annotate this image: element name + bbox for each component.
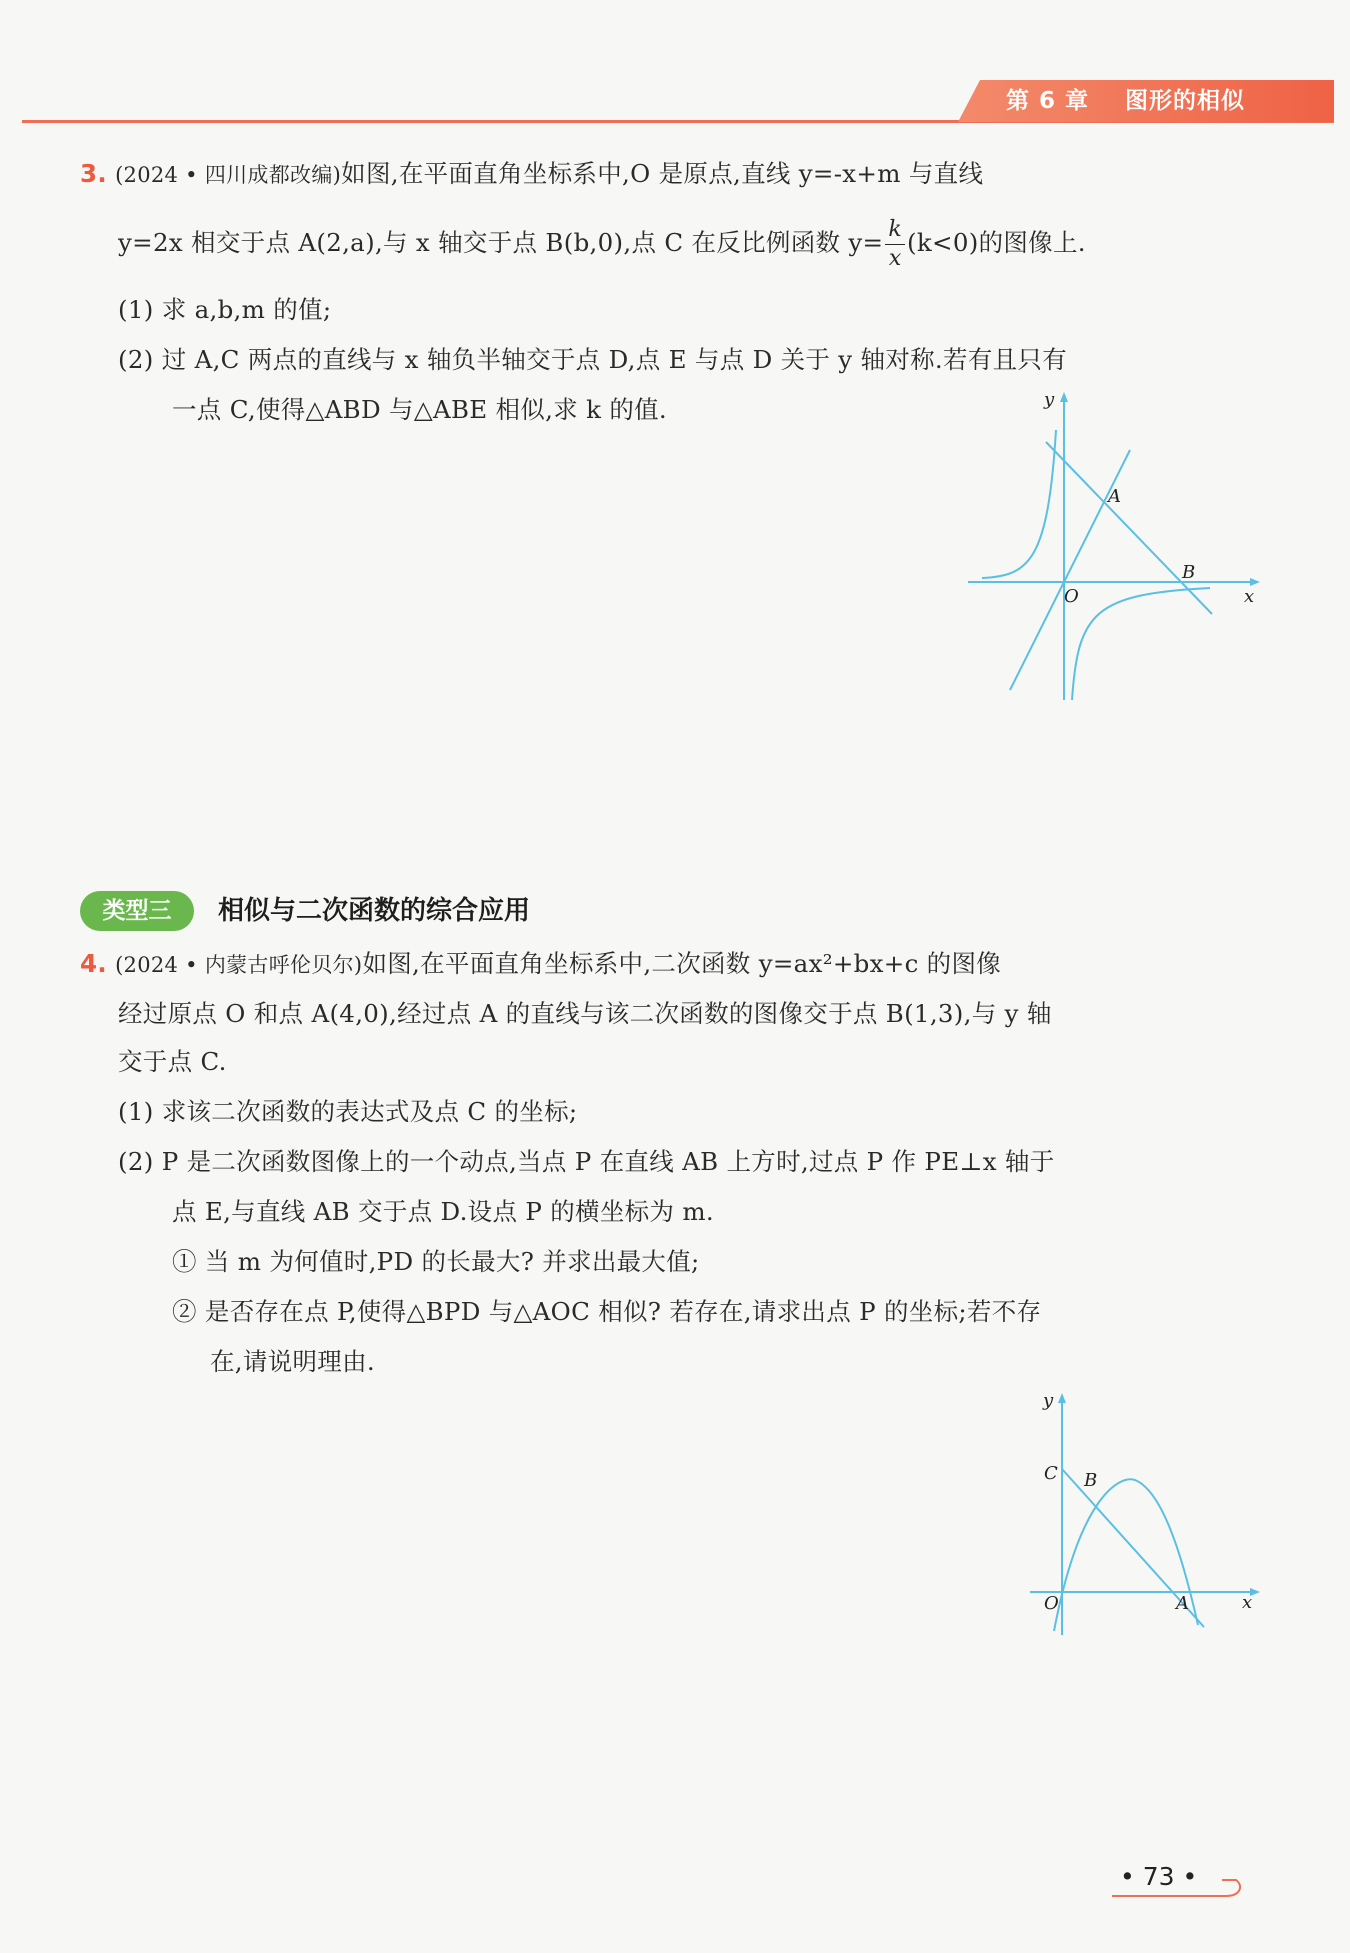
q3-part2-line2: 一点 C,使得△ABD 与△ABE 相似,求 k 的值. <box>172 395 668 424</box>
q3-source: (2024 • 四川成都改编) <box>115 163 342 187</box>
q4-part2-line1: (2) P 是二次函数图像上的一个动点,当点 P 在直线 AB 上方时,过点 P 作 PE⊥x 轴于 <box>118 1147 1055 1176</box>
q4-figure <box>1020 1385 1260 1645</box>
page-number-flourish <box>1110 1868 1250 1898</box>
q4-sub2-line2: 在,请说明理由. <box>210 1347 375 1376</box>
q3-frac-num: k <box>885 216 905 245</box>
q3-part2-line1: (2) 过 A,C 两点的直线与 x 轴负半轴交于点 D,点 E 与点 D 关于 y 轴对称.若有且只有 <box>118 345 1068 374</box>
q3-x-arrow <box>1250 578 1260 586</box>
q3-number: 3. <box>80 159 107 188</box>
q4-sub2-line1: ② 是否存在点 P,使得△BPD 与△AOC 相似? 若存在,请求出点 P 的坐标;若不存 <box>172 1297 1042 1326</box>
q4-line1-text: 如图,在平面直角坐标系中,二次函数 y=ax²+bx+c 的图像 <box>362 949 1002 978</box>
q3-hyperbola-left <box>982 430 1056 578</box>
q3-label-y: y <box>1044 390 1055 410</box>
q4-source: (2024 • 内蒙古呼伦贝尔) <box>115 953 363 977</box>
q4-part2-line2: 点 E,与直线 AB 交于点 D.设点 P 的横坐标为 m. <box>172 1197 714 1226</box>
q3-line2-before: y=2x 相交于点 A(2,a),与 x 轴交于点 B(b,0),点 C 在反比例函数 y= <box>118 228 884 257</box>
q3-line2 <box>118 208 1086 278</box>
q3-label-O: O <box>1064 586 1079 607</box>
q3-line1-text: 如图,在平面直角坐标系中,O 是原点,直线 y=-x+m 与直线 <box>341 159 984 188</box>
q3-line1 <box>80 158 983 191</box>
q4-label-C: C <box>1044 1463 1058 1484</box>
q4-number: 4. <box>80 949 107 978</box>
q4-line1 <box>80 948 1001 981</box>
q3-line2-after: (k<0)的图像上. <box>907 228 1086 257</box>
q4-label-x: x <box>1242 1592 1253 1613</box>
q4-label-O: O <box>1044 1593 1059 1614</box>
q3-part1: (1) 求 a,b,m 的值; <box>118 295 332 324</box>
q4-label-A: A <box>1176 1593 1189 1614</box>
q3-label-A: A <box>1108 486 1121 507</box>
q3-fraction <box>885 216 905 273</box>
q4-line3: 交于点 C. <box>118 1047 227 1076</box>
q3-hyperbola-right <box>1072 588 1210 700</box>
q3-label-x: x <box>1244 586 1255 607</box>
q4-line2: 经过原点 O 和点 A(4,0),经过点 A 的直线与该二次函数的图像交于点 B(1,3),与 y 轴 <box>118 999 1052 1028</box>
chapter-label: 第 6 章 图形的相似 <box>1006 88 1246 114</box>
q3-figure <box>960 390 1260 710</box>
q4-sub1: ① 当 m 为何值时,PD 的长最大? 并求出最大值; <box>172 1247 700 1276</box>
q3-label-B: B <box>1182 562 1196 583</box>
q4-label-B: B <box>1084 1470 1098 1491</box>
section-title: 相似与二次函数的综合应用 <box>218 896 531 926</box>
q4-y-arrow <box>1058 1393 1066 1403</box>
q4-label-y: y <box>1043 1390 1054 1411</box>
q3-frac-den: x <box>888 246 902 271</box>
page-number: • 73 • <box>1120 1862 1198 1891</box>
q3-y-arrow <box>1060 392 1068 402</box>
q4-part1: (1) 求该二次函数的表达式及点 C 的坐标; <box>118 1097 578 1126</box>
section-badge: 类型三 <box>80 891 194 931</box>
